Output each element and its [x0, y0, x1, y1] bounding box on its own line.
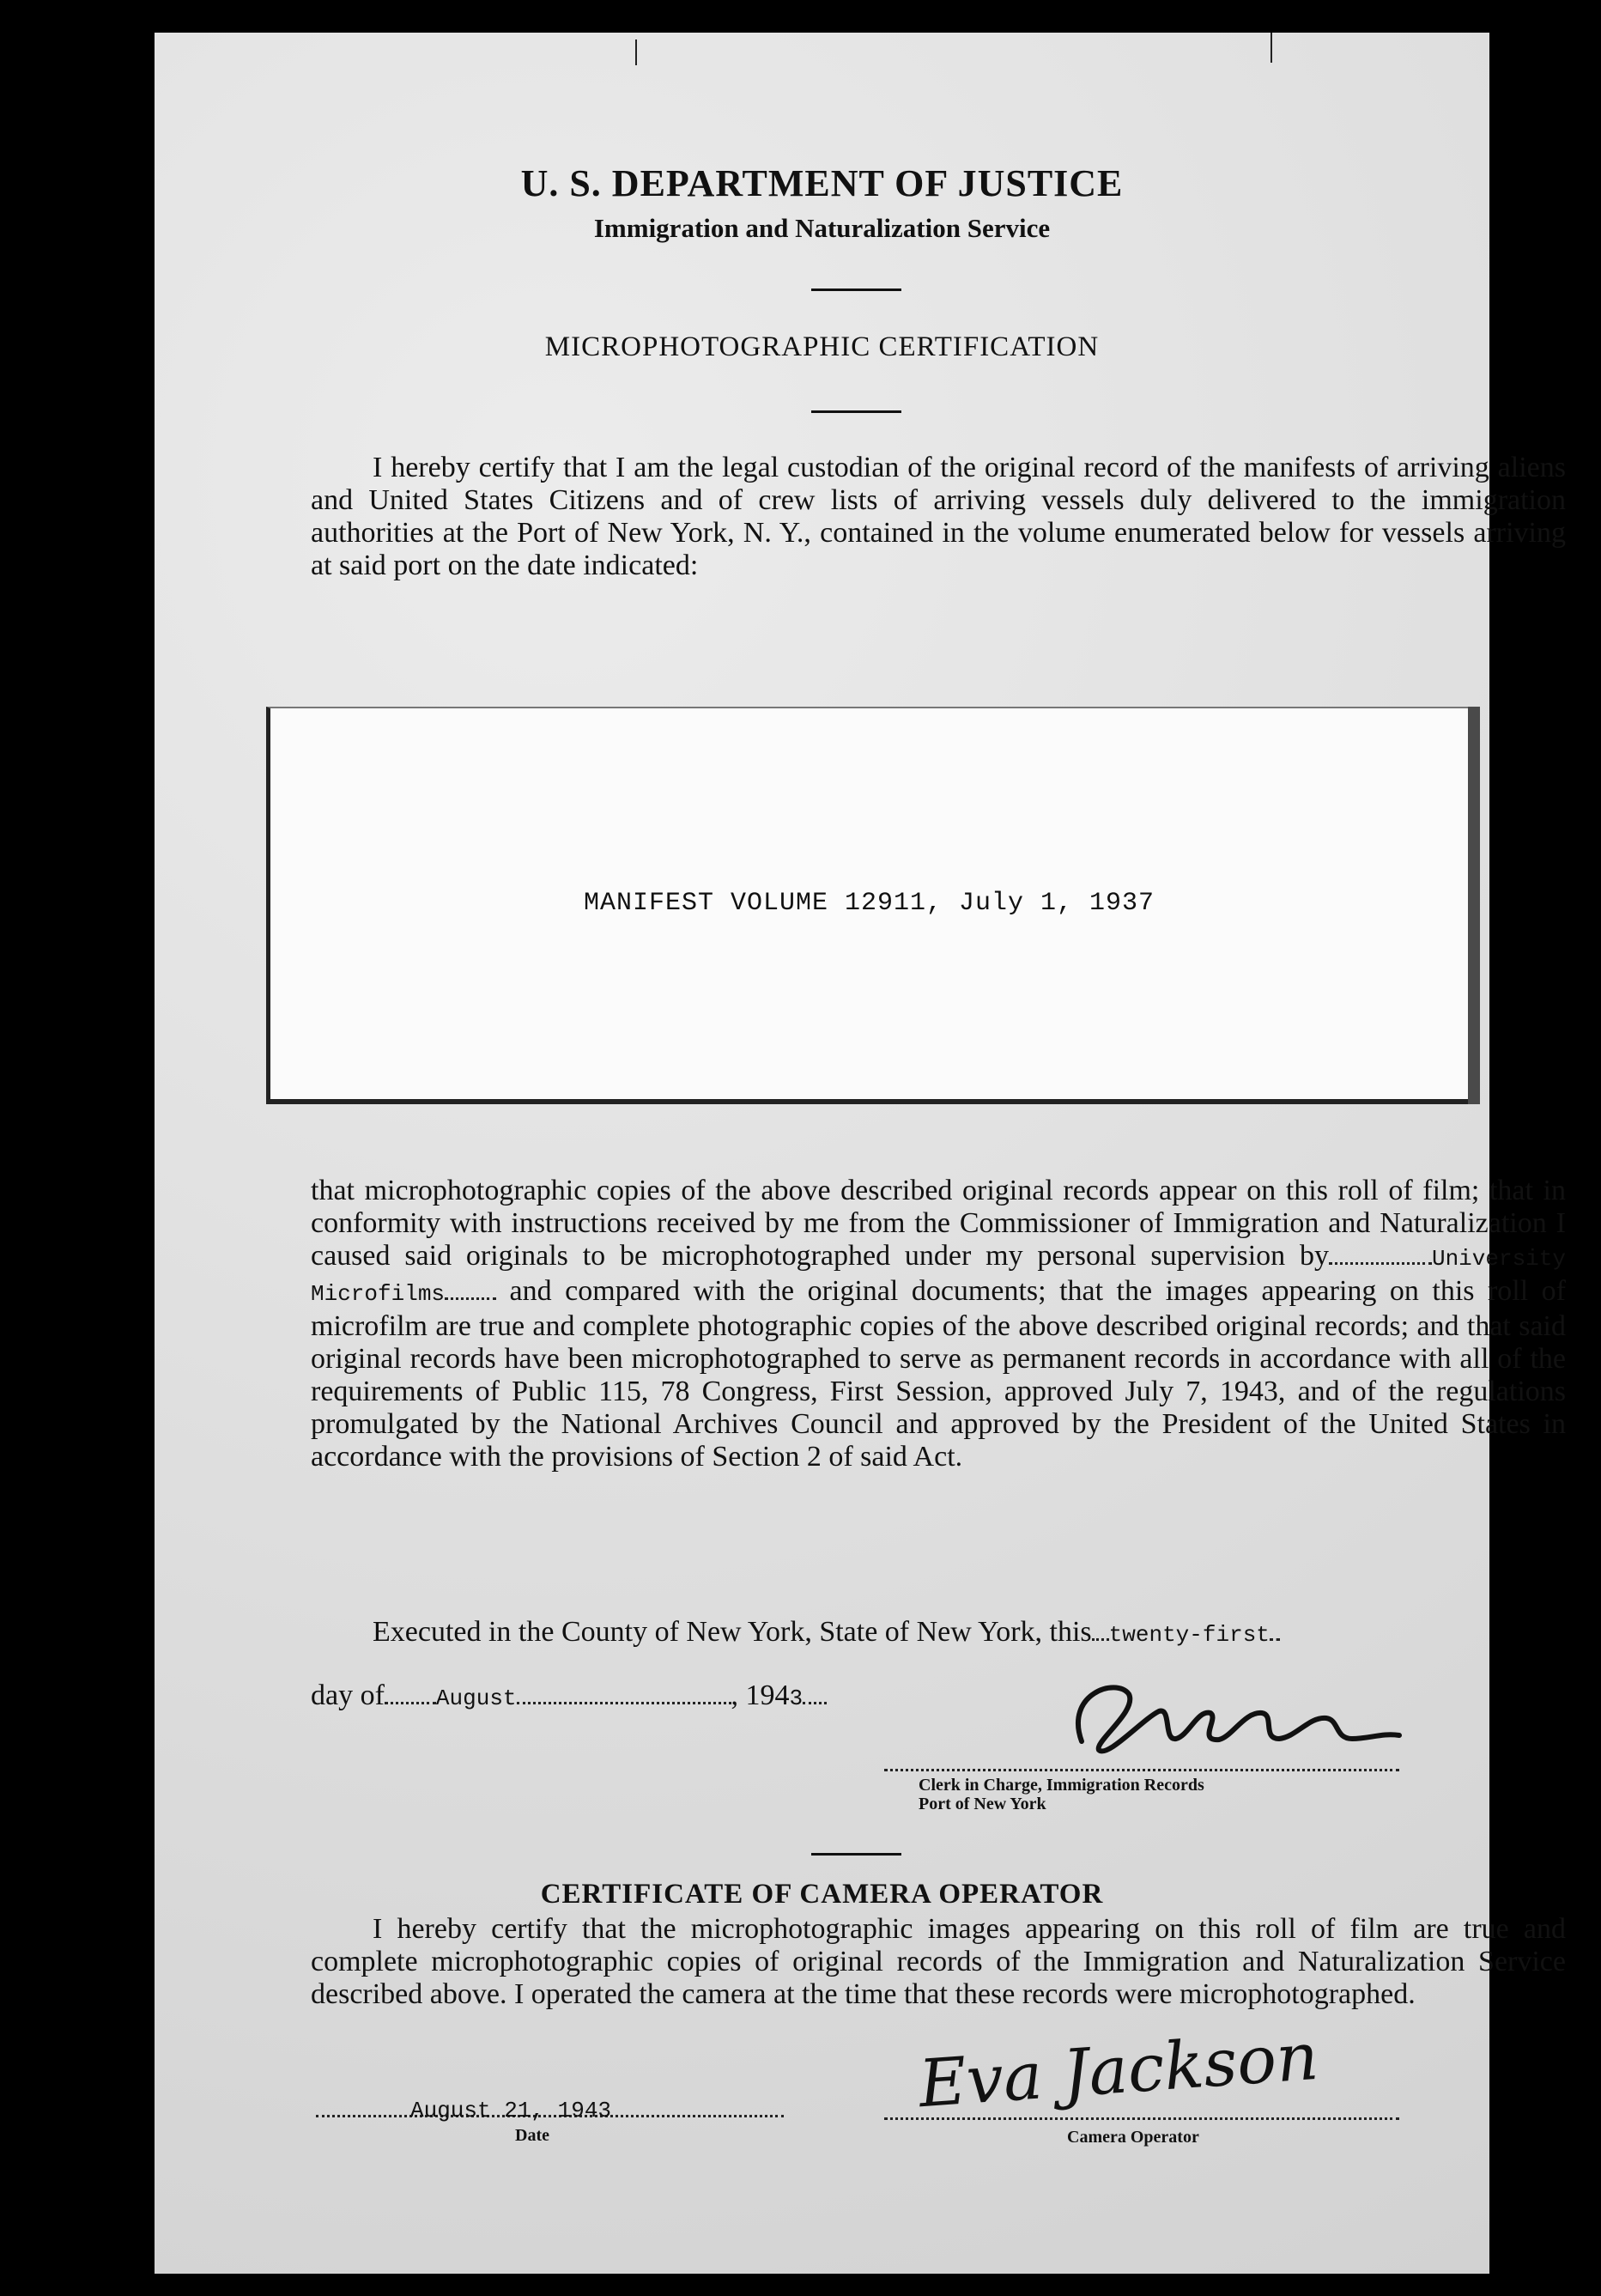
film-mark [1270, 33, 1272, 63]
year-digit: 3 [789, 1686, 804, 1711]
execution-date-line [311, 1679, 827, 1712]
intro-text: I hereby certify that I am the legal custodian of the original record of the manifests of arriving aliens and United States Citizens and of crew lists of arriving vessels duly delivered to the immigration authorities at the Port of New York, N. Y., contained in the volume enumerated below for vessels arriving at said port on the date indicated: [311, 452, 1566, 581]
intro-paragraph [311, 452, 1566, 582]
year-prefix: , 194 [731, 1679, 790, 1711]
clerk-caption [919, 1776, 1204, 1813]
day-of-label: day of [311, 1679, 385, 1711]
certificate-page [155, 33, 1567, 2274]
execution-line [373, 1616, 1280, 1649]
divider [811, 1853, 901, 1856]
photographer-name: University Microfilms [311, 1246, 1566, 1307]
clerk-caption-line2: Port of New York [919, 1795, 1046, 1813]
body-text-part1: that microphotographic copies of the above described original records appear on this roll of film; that in conformity with instructions received by me from the Commissioner of Immigration and Naturalization I caused said originals to be microphotographed under my personal supervision by [311, 1175, 1566, 1272]
clerk-caption-line1: Clerk in Charge, Immigration Records [919, 1776, 1204, 1795]
date-label: Date [515, 2126, 549, 2145]
volume-box [266, 707, 1468, 1104]
body-text-part2: and compared with the original documents; that the images appearing on this roll of microfilm are true and complete photographic copies of the above described original records; and that said original records have been microphotographed to serve as permanent records in accordance with all of the requirements of Public 115, 78 Congress, First Session, approved July 7, 1943, and of the regulations promulgated by the National Archives Council and approved by the President of the United States in accordance with the provisions of Section 2 of said Act. [311, 1275, 1567, 1473]
divider [811, 289, 901, 291]
execution-month: August [435, 1686, 517, 1711]
department-heading: U. S. DEPARTMENT OF JUSTICE [520, 162, 1124, 204]
operator-signature: Eva Jackson [916, 2017, 1321, 2123]
clerk-signature-line [884, 1769, 1399, 1771]
operator-signature-line [884, 2117, 1399, 2120]
certification-body [311, 1175, 1566, 1473]
film-mark [635, 39, 637, 65]
dotted-leader [1270, 1638, 1280, 1641]
camera-certificate-title: CERTIFICATE OF CAMERA OPERATOR [540, 1879, 1104, 1910]
camera-date-value: August 21, 1943 [410, 2098, 612, 2123]
dotted-leader [445, 1297, 496, 1300]
clerk-signature [1013, 1660, 1408, 1771]
dotted-leader [517, 1702, 731, 1704]
execution-day: twenty-first [1108, 1622, 1270, 1648]
dotted-leader [385, 1702, 436, 1704]
dotted-leader [803, 1702, 827, 1704]
divider [811, 410, 901, 413]
dotted-leader [1329, 1262, 1432, 1265]
service-heading: Immigration and Naturalization Service [593, 213, 1051, 243]
operator-label: Camera Operator [1067, 2128, 1199, 2147]
dotted-leader [1092, 1638, 1109, 1641]
camera-certificate-text: I hereby certify that the microphotographic images appearing on this roll of film are true and complete microphotographic copies of original records of the Immigration and Naturalization Service described above. I operated the camera at the time that these records were microphotographed. [311, 1913, 1566, 2010]
manifest-volume-text: MANIFEST VOLUME 12911, July 1, 1937 [583, 889, 1155, 918]
execution-prefix: Executed in the County of New York, State of New York, this [373, 1616, 1092, 1648]
certification-title: MICROPHOTOGRAPHIC CERTIFICATION [544, 331, 1100, 362]
camera-certificate-paragraph [311, 1913, 1566, 2011]
